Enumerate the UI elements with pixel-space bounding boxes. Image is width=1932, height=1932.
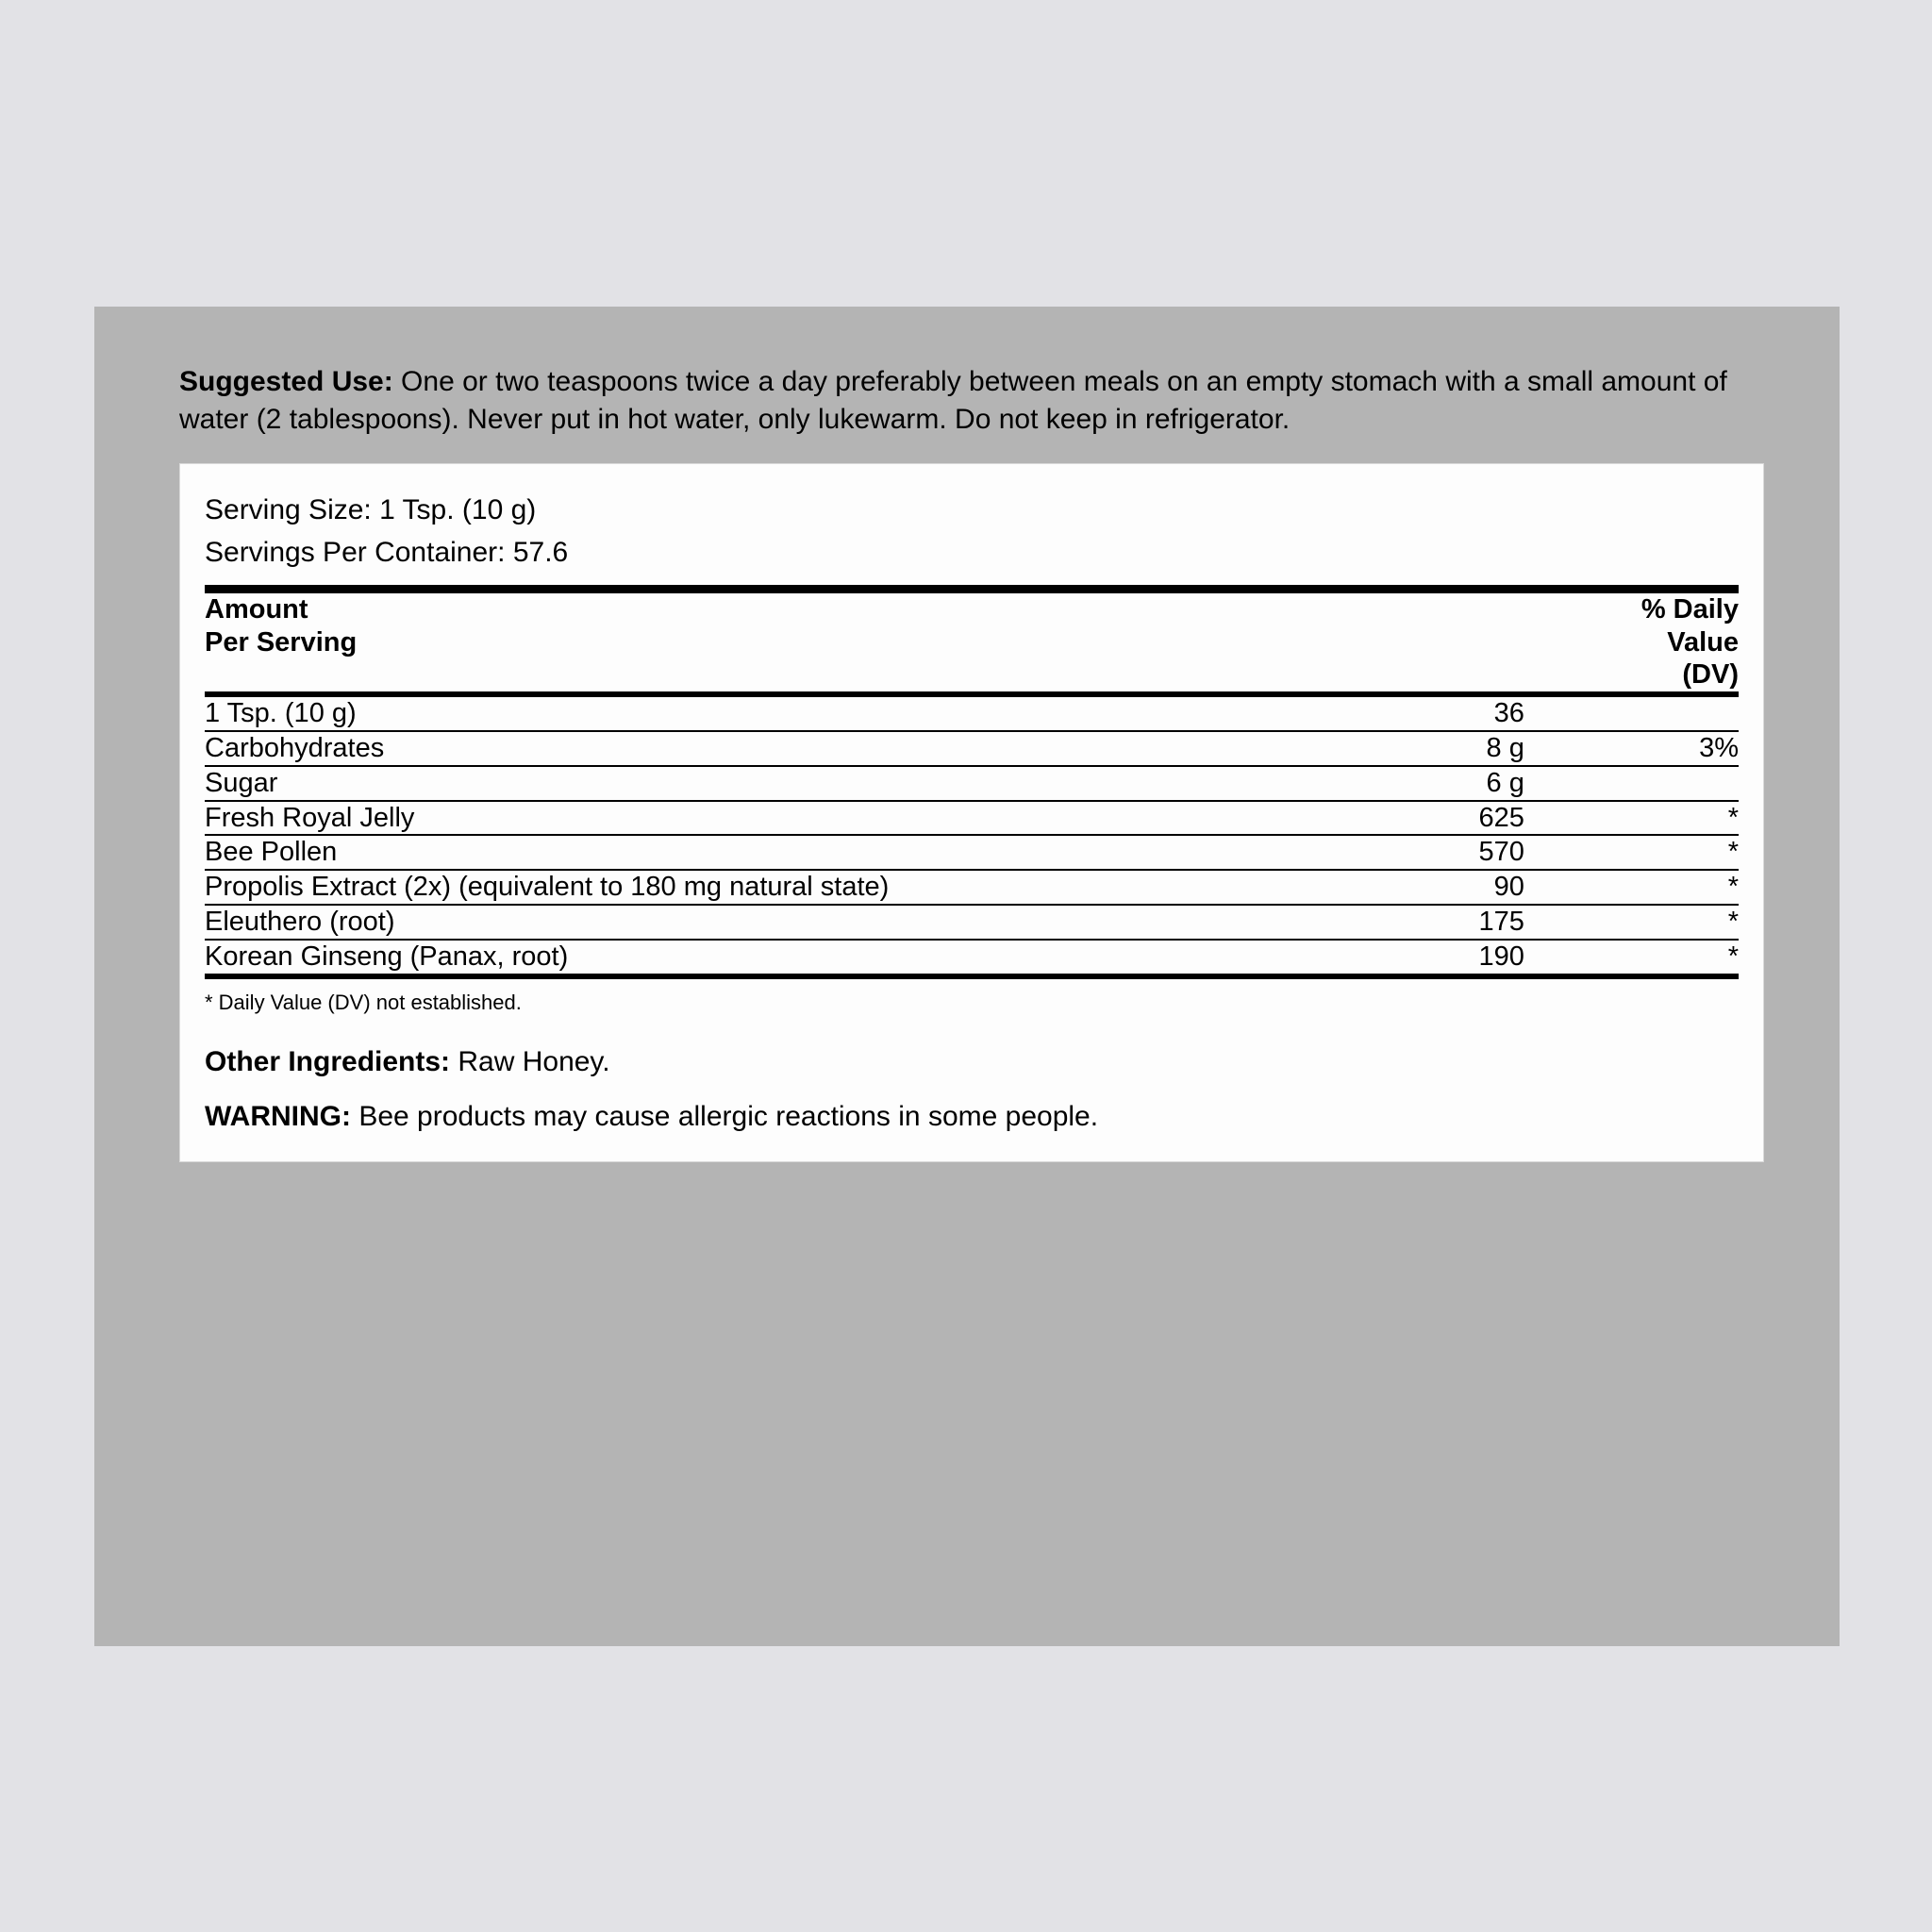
nutrient-amount: 8 g <box>1217 731 1555 766</box>
other-ingredients-label: Other Ingredients: <box>205 1045 451 1077</box>
suggested-use-label: Suggested Use: <box>179 366 393 397</box>
nutrient-name: Eleuthero (root) <box>205 905 1217 940</box>
warning-text: Bee products may cause allergic reactions in some people. <box>350 1101 1099 1133</box>
warning-label: WARNING: <box>205 1101 351 1133</box>
nutrient-dv: 3% <box>1555 731 1739 766</box>
nutrient-name: Fresh Royal Jelly <box>205 801 1217 836</box>
table-row <box>205 801 1739 836</box>
amount-header-line1: Amount <box>205 593 308 625</box>
nutrient-amount: 175 <box>1217 905 1555 940</box>
table-row <box>205 835 1739 870</box>
nutrient-dv: * <box>1727 941 1739 972</box>
nutrient-amount: 6 g <box>1217 766 1555 801</box>
nutrient-amount: 190 <box>1478 941 1524 972</box>
dv-header-line1: % Daily <box>1641 593 1739 625</box>
nutrient-name: Propolis Extract (2x) (equivalent to 180 mg natural state) <box>205 870 1217 905</box>
dv-header-line2: Value <box>1667 626 1739 658</box>
table-row <box>205 905 1739 940</box>
divider-top <box>205 585 1739 593</box>
other-ingredients-text: Raw Honey. <box>450 1045 610 1077</box>
nutrient-name: 1 Tsp. (10 g) <box>205 697 1217 731</box>
other-ingredients-line <box>205 1043 1739 1082</box>
servings-per-container: Servings Per Container: 57.6 <box>205 536 569 568</box>
nutrient-dv: * <box>1555 905 1739 940</box>
serving-size: Serving Size: 1 Tsp. (10 g) <box>205 493 537 525</box>
table-header-row <box>205 593 1739 691</box>
nutrient-amount: 625 <box>1217 801 1555 836</box>
nutrient-amount: 36 <box>1217 697 1555 731</box>
nutrient-name: Korean Ginseng (Panax, root) <box>205 941 569 972</box>
additional-info <box>205 1019 1739 1137</box>
nutrient-name: Carbohydrates <box>205 731 1217 766</box>
panel-content <box>179 363 1764 1162</box>
table-row <box>205 697 1739 731</box>
supplement-facts-panel <box>94 307 1840 1646</box>
amount-per-serving-header <box>205 593 1217 691</box>
daily-value-header <box>1555 593 1739 691</box>
table-row <box>205 766 1739 801</box>
serving-info <box>205 485 1739 585</box>
nutrient-name: Bee Pollen <box>205 835 1217 870</box>
nutrient-dv: * <box>1555 835 1739 870</box>
nutrient-name: Sugar <box>205 766 1217 801</box>
nutrient-dv <box>1555 697 1739 731</box>
suggested-use-text: One or two teaspoons twice a day preferably between meals on an empty stomach with a small amount of water (2 tablespoons). Never put in hot water, only lukewarm. Do not keep in refrigerator. <box>179 366 1727 435</box>
header-spacer <box>1217 593 1555 691</box>
table-row <box>205 731 1739 766</box>
amount-header-line2: Per Serving <box>205 626 358 658</box>
suggested-use-paragraph <box>179 363 1764 439</box>
nutrient-dv: * <box>1555 801 1739 836</box>
nutrient-dv <box>1555 766 1739 801</box>
dv-header-line3: (DV) <box>1682 659 1739 691</box>
nutrient-amount: 90 <box>1217 870 1555 905</box>
warning-line <box>205 1098 1739 1137</box>
nutrition-table <box>205 593 1739 691</box>
table-row <box>205 940 1739 974</box>
nutrient-rows-table <box>205 697 1739 973</box>
daily-value-footnote: * Daily Value (DV) not established. <box>205 990 522 1014</box>
table-row <box>205 870 1739 905</box>
nutrient-dv: * <box>1555 870 1739 905</box>
supplement-facts-box <box>179 463 1764 1162</box>
nutrient-amount: 570 <box>1217 835 1555 870</box>
